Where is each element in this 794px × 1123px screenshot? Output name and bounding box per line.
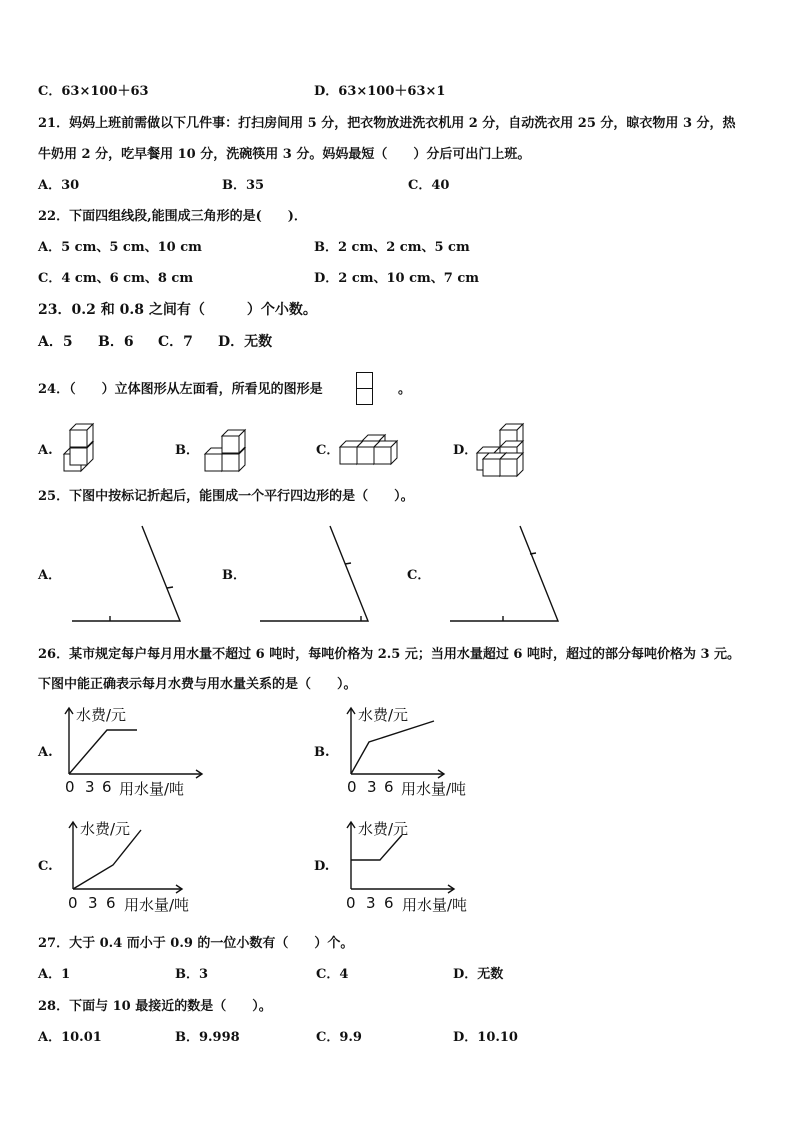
graph-b-tick-0: 0 <box>347 778 357 796</box>
graph-d-xlabel: 用水量/吨 <box>402 896 468 914</box>
q27-option-b[interactable]: B．3 <box>175 967 209 982</box>
q27-option-c[interactable]: C．4 <box>316 967 349 982</box>
q28-option-a[interactable]: A．10.01 <box>38 1030 102 1045</box>
graph-d-tick-6: 6 <box>384 894 394 912</box>
graph-d-tick-0: 0 <box>346 894 356 912</box>
q27-stem: 27．大于 0.4 而小于 0.9 的一位小数有（ ）个。 <box>38 936 354 951</box>
q22-option-d[interactable]: D．2 cm、10 cm、7 cm <box>314 271 480 286</box>
left-view-figure <box>356 372 374 406</box>
graph-c-xlabel: 用水量/吨 <box>124 896 190 914</box>
graph-a-tick-3: 3 <box>85 778 95 796</box>
q25-option-c-figure <box>448 524 563 624</box>
graph-a-ylabel: 水费/元 <box>76 706 127 724</box>
q24-stem: 24．（ ）立体图形从左面看，所看见的图形是 <box>38 382 323 397</box>
q20-option-d[interactable]: D．63×100＋63×1 <box>314 84 446 99</box>
q28-option-d[interactable]: D．10.10 <box>453 1030 518 1045</box>
q21-stem-line2: 牛奶用 2 分，吃早餐用 10 分，洗碗筷用 3 分。妈妈最短（ ）分后可出门上班。 <box>38 147 531 162</box>
graph-c-tick-0: 0 <box>68 894 78 912</box>
q28-stem: 28．下面与 10 最接近的数是（ ）。 <box>38 999 272 1014</box>
q24-option-a[interactable]: A. <box>38 443 53 458</box>
q24-option-b-figure <box>205 430 250 472</box>
q22-stem: 22．下面四组线段,能围成三角形的是( )． <box>38 209 307 224</box>
q22-option-b[interactable]: B．2 cm、2 cm、5 cm <box>314 240 470 255</box>
q21-option-b[interactable]: B．35 <box>222 178 265 193</box>
graph-d-tick-3: 3 <box>366 894 376 912</box>
q23-option-a[interactable]: A．5 <box>38 334 73 350</box>
graph-b-ylabel: 水费/元 <box>358 706 409 724</box>
q23-option-c[interactable]: C．7 <box>158 334 193 350</box>
graph-c-tick-3: 3 <box>88 894 98 912</box>
q21-stem-line1: 21．妈妈上班前需做以下几件事：打扫房间用 5 分，把衣物放进洗衣机用 2 分，自动洗衣用 25 分，晾衣物用 3 分，热 <box>38 116 736 131</box>
q26-stem-line2: 下图中能正确表示每月水费与用水量关系的是（ ）。 <box>38 677 357 692</box>
q25-option-a[interactable]: A． <box>38 568 62 583</box>
q24-option-c[interactable]: C． <box>316 443 340 458</box>
q23-option-b[interactable]: B．6 <box>98 334 134 350</box>
graph-b-tick-6: 6 <box>384 778 394 796</box>
q26-graph-b <box>344 704 489 799</box>
graph-d-ylabel: 水费/元 <box>358 820 409 838</box>
q28-option-b[interactable]: B．9.998 <box>175 1030 240 1045</box>
q25-stem: 25．下图中按标记折起后，能围成一个平行四边形的是（ ）。 <box>38 489 414 504</box>
graph-a-xlabel: 用水量/吨 <box>119 780 185 798</box>
q22-option-c[interactable]: C．4 cm、6 cm、8 cm <box>38 271 194 286</box>
q26-option-d[interactable]: D. <box>314 859 330 874</box>
graph-c-tick-6: 6 <box>106 894 116 912</box>
q24-option-b[interactable]: B． <box>175 443 199 458</box>
q26-graph-d <box>344 818 489 915</box>
q28-option-c[interactable]: C．9.9 <box>316 1030 362 1045</box>
graph-b-tick-3: 3 <box>367 778 377 796</box>
q21-option-a[interactable]: A．30 <box>38 178 80 193</box>
q27-option-a[interactable]: A．1 <box>38 967 71 982</box>
q26-option-b[interactable]: B. <box>314 745 330 760</box>
graph-b-xlabel: 用水量/吨 <box>401 780 467 798</box>
q23-option-d[interactable]: D．无数 <box>218 334 273 350</box>
q24-option-a-figure <box>64 424 98 472</box>
q26-option-a[interactable]: A. <box>38 745 53 760</box>
q21-option-c[interactable]: C．40 <box>408 178 450 193</box>
q25-option-a-figure <box>70 524 185 624</box>
q25-option-b-figure <box>258 524 373 624</box>
q24-option-d[interactable]: D． <box>453 443 478 458</box>
graph-c-ylabel: 水费/元 <box>80 820 131 838</box>
q26-option-c[interactable]: C. <box>38 859 53 874</box>
q24-option-c-figure <box>340 435 402 467</box>
q26-graph-a <box>62 704 207 799</box>
q26-graph-c <box>66 818 211 915</box>
graph-a-tick-0: 0 <box>65 778 75 796</box>
q24-option-d-figure <box>477 424 525 478</box>
q20-option-c[interactable]: C．63×100＋63 <box>38 84 149 99</box>
q24-stem-end: 。 <box>398 382 412 397</box>
q25-option-c[interactable]: C． <box>407 568 431 583</box>
q23-stem: 23．0.2 和 0.8 之间有（ ）个小数。 <box>38 302 317 318</box>
q27-option-d[interactable]: D．无数 <box>453 967 504 982</box>
q22-option-a[interactable]: A．5 cm、5 cm、10 cm <box>38 240 202 255</box>
q26-stem-line1: 26．某市规定每户每月用水量不超过 6 吨时，每吨价格为 2.5 元；当用水量超过 6 吨时，超过的部分每吨价格为 3 元。 <box>38 647 741 662</box>
graph-a-tick-6: 6 <box>102 778 112 796</box>
q25-option-b[interactable]: B． <box>222 568 246 583</box>
